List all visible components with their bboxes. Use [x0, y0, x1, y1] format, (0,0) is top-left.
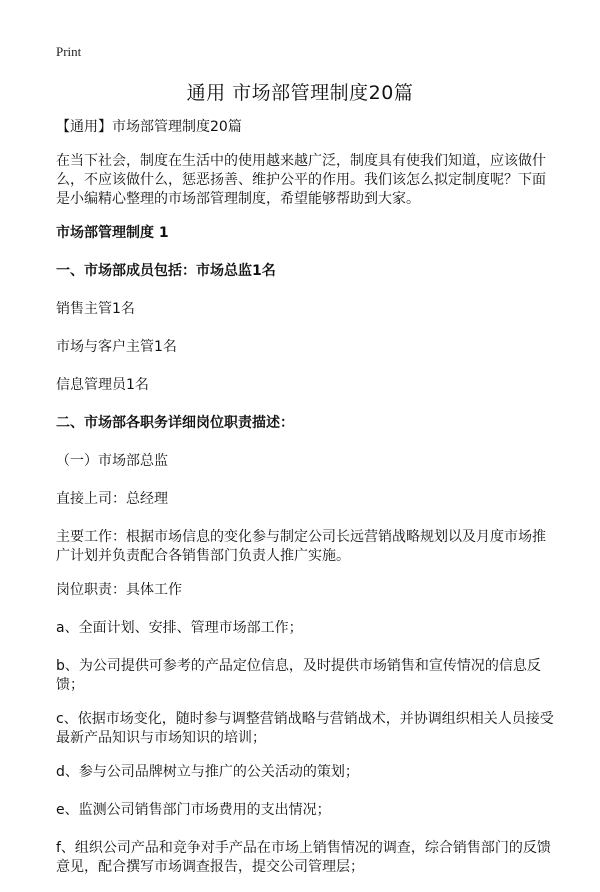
- member-item: 销售主管1名: [56, 301, 135, 317]
- print-label: Print: [56, 44, 82, 59]
- document-title: 通用 市场部管理制度20篇: [186, 82, 414, 104]
- duties-label: 岗位职责：具体工作: [56, 582, 182, 598]
- main-work-paragraph: 主要工作：根据市场信息的变化参与制定公司长远营销战略规划以及月度市场推广计划并负责配合各销售部门负责人推广实施。: [56, 529, 546, 564]
- section-heading: 市场部管理制度 1: [56, 225, 169, 241]
- intro-paragraph: 在当下社会，制度在生活中的使用越来越广泛，制度具有使我们知道，应该做什么，不应该做什么，惩恶扬善、维护公平的作用。我们该怎么拟定制度呢？下面是小编精心整理的市场部管理制度，希望能够帮助到大家。: [56, 153, 546, 207]
- supervisor-line: 直接上司：总经理: [56, 491, 168, 507]
- duty-item: c、依据市场变化，随时参与调整营销战略与营销战术，并协调组织相关人员接受最新产品知识与市场知识的培训；: [56, 711, 554, 746]
- duty-item: a、全面计划、安排、管理市场部工作；: [56, 620, 303, 636]
- members-heading: 一、市场部成员包括：市场总监1名: [56, 263, 276, 279]
- member-item: 市场与客户主管1名: [56, 339, 177, 355]
- duty-item: e、监测公司销售部门市场费用的支出情况；: [56, 802, 331, 818]
- duty-item: d、参与公司品牌树立与推广的公关活动的策划；: [56, 764, 359, 780]
- duties-heading: 二、市场部各职务详细岗位职责描述：: [56, 415, 294, 431]
- member-item: 信息管理员1名: [56, 377, 149, 393]
- document-subtitle: 【通用】市场部管理制度20篇: [56, 119, 242, 135]
- duty-item: b、为公司提供可参考的产品定位信息，及时提供市场销售和宣传情况的信息反馈；: [56, 658, 541, 693]
- duty-item: f、组织公司产品和竞争对手产品在市场上销售情况的调查，综合销售部门的反馈意见，配合撰写市场调查报告，提交公司管理层；: [56, 840, 551, 875]
- document-body: [56, 118, 556, 892]
- position-heading: （一）市场部总监: [56, 453, 168, 469]
